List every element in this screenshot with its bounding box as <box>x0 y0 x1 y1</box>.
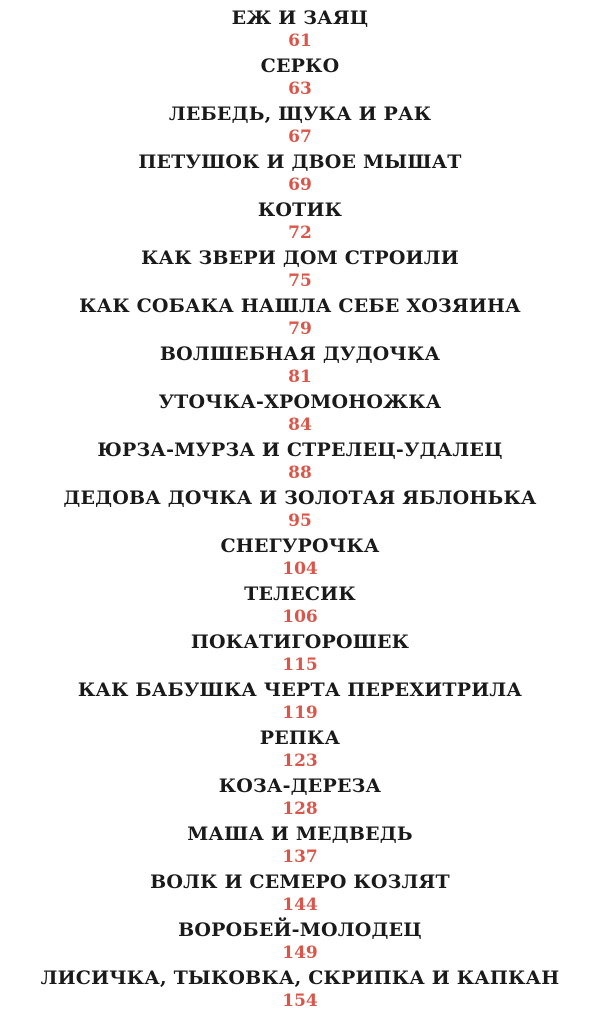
toc-entry[interactable] <box>79 294 521 342</box>
toc-entry[interactable] <box>160 342 440 390</box>
toc-entry[interactable] <box>258 198 342 246</box>
toc-title[interactable]: СНЕГУРОЧКА <box>220 535 380 557</box>
toc-page-number: 95 <box>288 511 312 531</box>
table-of-contents <box>0 6 600 1014</box>
toc-page-number: 81 <box>288 367 312 387</box>
toc-title[interactable]: КАК ЗВЕРИ ДОМ СТРОИЛИ <box>141 247 459 269</box>
toc-entry[interactable] <box>261 54 340 102</box>
toc-entry[interactable] <box>191 630 409 678</box>
toc-page-number: 67 <box>288 127 312 147</box>
toc-title[interactable]: МАША И МЕДВЕДЬ <box>187 823 413 845</box>
toc-title[interactable]: КОЗА-ДЕРЕЗА <box>218 775 382 797</box>
toc-title[interactable]: СЕРКО <box>260 55 340 77</box>
toc-page-number: 149 <box>282 943 318 963</box>
toc-entry[interactable] <box>220 534 379 582</box>
toc-entry[interactable] <box>178 918 422 966</box>
toc-entry[interactable] <box>141 246 459 294</box>
toc-page-number: 119 <box>282 703 318 723</box>
toc-page-number: 79 <box>288 319 312 339</box>
toc-page-number: 144 <box>282 895 318 915</box>
toc-page-number: 88 <box>288 463 312 483</box>
toc-entry[interactable] <box>97 438 502 486</box>
toc-entry[interactable] <box>150 870 450 918</box>
toc-page-number: 61 <box>288 31 312 51</box>
toc-entry[interactable] <box>41 966 560 1014</box>
toc-title[interactable]: ЛЕБЕДЬ, ЩУКА И РАК <box>168 103 432 125</box>
toc-entry[interactable] <box>169 102 431 150</box>
toc-page-number: 106 <box>282 607 318 627</box>
toc-page-number: 75 <box>288 271 312 291</box>
toc-page-number: 72 <box>288 223 312 243</box>
toc-title[interactable]: ЕЖ И ЗАЯЦ <box>231 7 369 29</box>
toc-entry[interactable] <box>187 822 413 870</box>
toc-title[interactable]: ПЕТУШОК И ДВОЕ МЫШАТ <box>138 151 462 173</box>
toc-title[interactable]: ТЕЛЕСИК <box>244 583 356 605</box>
toc-entry[interactable] <box>260 726 340 774</box>
toc-title[interactable]: ВОЛК И СЕМЕРО КОЗЛЯТ <box>150 871 450 893</box>
toc-entry[interactable] <box>232 6 369 54</box>
toc-page-number: 137 <box>282 847 318 867</box>
toc-entry[interactable] <box>63 486 536 534</box>
toc-title[interactable]: ДЕДОВА ДОЧКА И ЗОЛОТАЯ ЯБЛОНЬКА <box>63 487 537 509</box>
toc-entry[interactable] <box>244 582 356 630</box>
toc-page-number: 115 <box>282 655 318 675</box>
toc-page-number: 84 <box>288 415 312 435</box>
toc-title[interactable]: ВОРОБЕЙ-МОЛОДЕЦ <box>178 919 422 941</box>
toc-page-number: 154 <box>282 991 318 1011</box>
toc-page-number: 104 <box>282 559 318 579</box>
toc-title[interactable]: ВОЛШЕБНАЯ ДУДОЧКА <box>159 343 441 365</box>
toc-page-number: 69 <box>288 175 312 195</box>
toc-title[interactable]: ЮРЗА-МУРЗА И СТРЕЛЕЦ-УДАЛЕЦ <box>97 439 503 461</box>
toc-entry[interactable] <box>138 150 461 198</box>
toc-title[interactable]: РЕПКА <box>259 727 341 749</box>
toc-title[interactable]: ПОКАТИГОРОШЕК <box>190 631 410 653</box>
toc-title[interactable]: КАК БАБУШКА ЧЕРТА ПЕРЕХИТРИЛА <box>77 679 523 701</box>
toc-entry[interactable] <box>159 390 442 438</box>
toc-page-number: 63 <box>288 79 312 99</box>
toc-page-number: 123 <box>282 751 318 771</box>
toc-title[interactable]: КОТИК <box>257 199 343 221</box>
toc-page-number: 128 <box>282 799 318 819</box>
toc-title[interactable]: КАК СОБАКА НАШЛА СЕБЕ ХОЗЯИНА <box>79 295 521 317</box>
toc-entry[interactable] <box>78 678 522 726</box>
toc-title[interactable]: ЛИСИЧКА, ТЫКОВКА, СКРИПКА И КАПКАН <box>40 967 560 989</box>
toc-title[interactable]: УТОЧКА-ХРОМОНОЖКА <box>158 391 442 413</box>
toc-entry[interactable] <box>219 774 381 822</box>
